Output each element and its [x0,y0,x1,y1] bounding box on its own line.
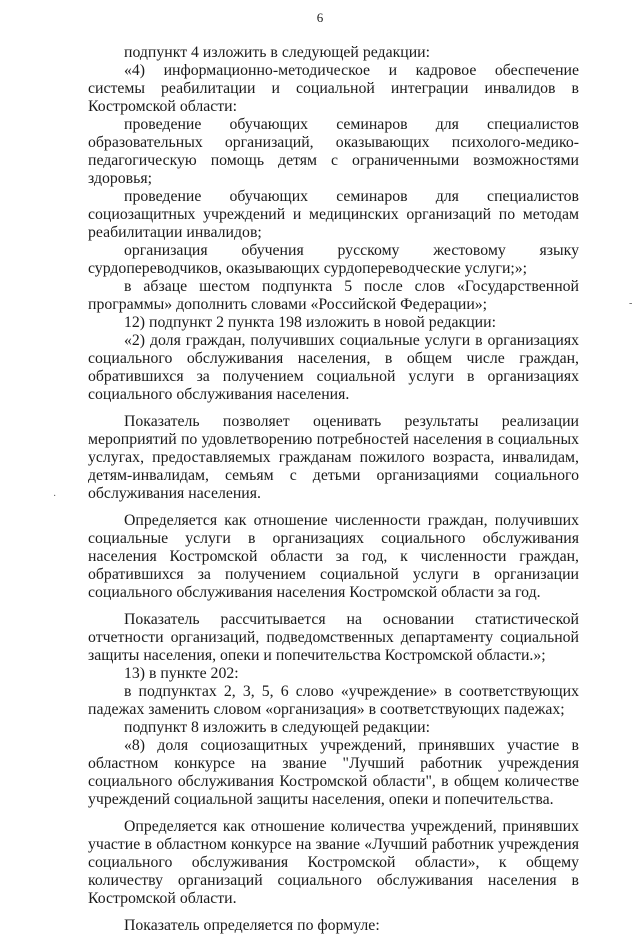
margin-mark-left: · [53,491,57,502]
paragraph: Показатель рассчитывается на основании статистической отчетности организаций, подведомственных департаменту социальной защиты населения, опеки и попечительства Костромской области.»; [88,611,579,664]
paragraph: проведение обучающих семинаров для специалистов образовательных организаций, оказывающих психолого-медико-педагогическую помощь детям с ограниченными возможностями здоровья; [88,116,579,187]
paragraph: «2) доля граждан, получивших социальные услуги в организациях социального обслуживания населения, в общем числе граждан, обратившихся за получением социальной услуги в организациях социального обслуживания населения. [88,332,579,403]
paragraph: Определяется как отношение количества учреждений, принявших участие в областном конкурсе на звание «Лучший работник учреждения социального обслуживания Костромской области», к общему количеству организаций социального обслуживания населения в Костромской области. [88,818,579,907]
paragraph: в абзаце шестом подпункта 5 после слов «Государственной программы» дополнить словами «Российской Федерации»; [88,278,579,313]
margin-mark-right: - [629,298,633,309]
paragraph: Показатель определяется по формуле: [124,917,380,934]
paragraph: «4) информационно-методическое и кадровое обеспечение системы реабилитации и социальной интеграции инвалидов в Костромской области: [88,62,579,115]
paragraph: Показатель позволяет оценивать результаты реализации мероприятий по удовлетворению потребностей населения в социальных услугах, предоставляемых гражданам пожилого возраста, инвалидам, детям-инвалидам, семьям с детьми организациями социального обслуживания населения. [88,413,579,502]
paragraph: подпункт 8 изложить в следующей редакции: [124,719,431,736]
paragraph: «8) доля социозащитных учреждений, принявших участие в областном конкурсе на звание "Лучший работник учреждения социального обслуживания Костромской области", в общем количестве учреждений социальной защиты населения, опеки и попечительства. [88,737,579,808]
paragraph: проведение обучающих семинаров для специалистов социозащитных учреждений и медицинских организаций по методам реабилитации инвалидов; [88,188,579,241]
document-body [88,44,579,935]
paragraph: в подпунктах 2, 3, 5, 6 слово «учреждение» в соответствующих падежах заменить словом «организация» в соответствующих падежах; [88,683,579,718]
page-number: 6 [316,10,324,25]
paragraph: Определяется как отношение численности граждан, получивших социальные услуги в организациях социального обслуживания населения Костромской области за год, к численности граждан, обратившихся за получением социальной услуги в организации социального обслуживания населения Костромской области за год. [88,512,579,601]
paragraph: подпункт 4 изложить в следующей редакции: [124,44,431,61]
paragraph: 12) подпункт 2 пункта 198 изложить в новой редакции: [124,314,496,331]
paragraph: организация обучения русскому жестовому языку сурдопереводчиков, оказывающих сурдопереводческие услуги;»; [88,242,579,277]
paragraph: 13) в пункте 202: [124,665,239,682]
